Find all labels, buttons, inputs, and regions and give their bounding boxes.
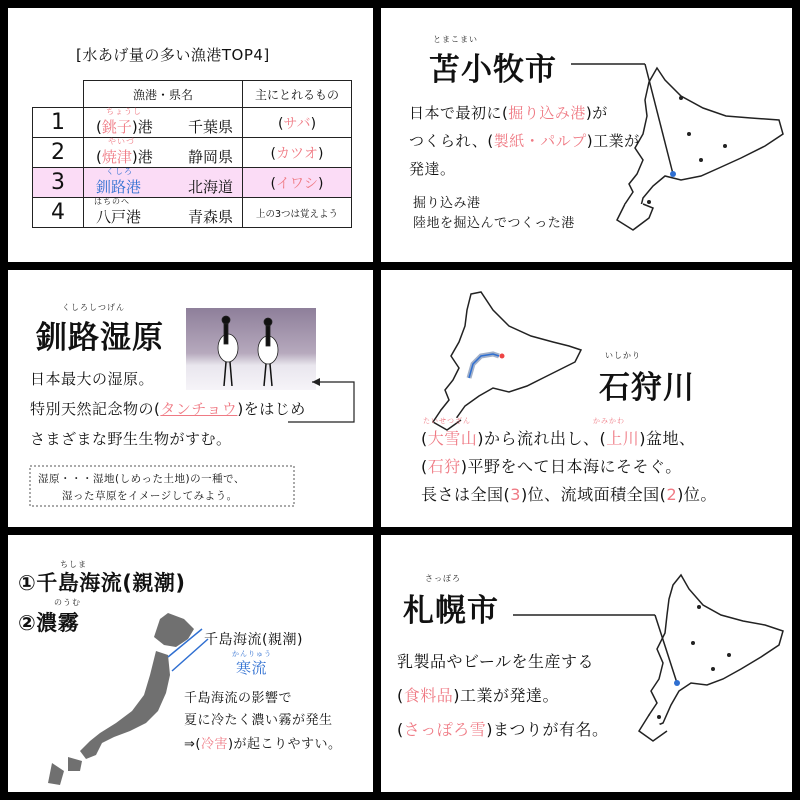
port-name: (銚子)港: [96, 118, 153, 136]
text-line-2: 特別天然記念物の(タンチョウ)をはじめ: [30, 400, 306, 418]
title-ruby: とまこまい: [433, 35, 478, 44]
text-line-3: (さっぽろ雪)まつりが有名。: [397, 720, 609, 739]
text-line-2: (石狩)平野をへて日本海にそそぐ。: [421, 457, 682, 476]
cold-current-ruby: かんりゅう: [232, 650, 272, 658]
note-line-2: 湿った草原をイメージしてみよう。: [62, 490, 238, 502]
marsh-title: 釧路湿原: [36, 320, 164, 356]
table-row: [33, 198, 352, 228]
title-ruby: いしかり: [605, 351, 641, 360]
text-line-1: 乳製品やビールを生産する: [397, 652, 595, 671]
port-cell: [84, 168, 243, 198]
table-title: [水あげ量の多い漁港TOP4]: [76, 46, 270, 64]
fish-cell: (イワシ): [243, 168, 352, 198]
text-line-3: さまざまな野生生物がすむ。: [30, 430, 232, 448]
text-line-2: (食料品)工業が発達。: [397, 686, 560, 705]
current-label: 千島海流(親潮): [204, 632, 303, 648]
card-ishikari-river: [381, 270, 792, 527]
prefecture: 静岡県: [188, 148, 234, 166]
table-row: [33, 108, 352, 138]
port-name: 釧路港: [96, 178, 142, 196]
text-line-3: ⇒(冷害)が起こりやすい。: [184, 737, 342, 752]
note-line-1: 掘り込み港: [413, 196, 481, 211]
header-port: 漁港・県名: [84, 81, 243, 108]
title-line-2: ②濃霧: [18, 611, 80, 635]
port-cell: [84, 138, 243, 168]
city-title: 苫小牧市: [429, 52, 557, 88]
city-title: 札幌市: [403, 593, 499, 629]
title-ruby-2: のうむ: [54, 598, 81, 607]
fish-note: 上の3つは覚えよう: [243, 198, 352, 228]
table-row: [33, 138, 352, 168]
port-ruby: くしろ: [106, 167, 133, 176]
fish-cell: (サバ): [243, 108, 352, 138]
cold-current-label: 寒流: [236, 659, 268, 677]
ruby-taisetsuzan: たいせつざん: [423, 417, 471, 425]
port-cell: [84, 198, 243, 228]
ruby-kamikawa: かみかわ: [593, 417, 625, 425]
river-title: 石狩川: [599, 370, 695, 406]
port-ruby: ちょうし: [106, 107, 142, 116]
header-fish: 主にとれるもの: [243, 81, 352, 108]
rank-cell: 1: [33, 108, 84, 138]
text-line-3: 発達。: [409, 160, 456, 178]
card-tomakomai: [381, 8, 792, 262]
port-ruby: はちのへ: [94, 197, 130, 206]
note-line-1: 湿原・・・湿地(しめった土地)の一種で、: [38, 473, 245, 485]
card-fishing-ports: [8, 8, 373, 262]
prefecture: 青森県: [188, 208, 234, 226]
rank-cell: 4: [33, 198, 84, 228]
rank-cell: 3: [33, 168, 84, 198]
port-cell: [84, 108, 243, 138]
title-ruby-1: ちしま: [60, 560, 87, 569]
table-header-row: [33, 81, 352, 108]
text-line-1: 日本最大の湿原。: [30, 370, 155, 388]
prefecture: 北海道: [188, 178, 234, 196]
fish-cell: (カツオ): [243, 138, 352, 168]
text-line-1: (大雪山)から流れ出し、(上川)盆地、: [421, 429, 696, 448]
header-empty-cell: [33, 81, 84, 108]
title-ruby: さっぽろ: [425, 574, 461, 583]
text-line-1: 千島海流の影響で: [184, 691, 293, 706]
rank-cell: 2: [33, 138, 84, 168]
text-line-1: 日本で最初に(掘り込み港)が: [409, 104, 608, 122]
port-name: (焼津)港: [96, 148, 153, 166]
port-name: 八戸港: [96, 208, 142, 226]
text-line-2: 夏に冷たく濃い霧が発生: [184, 713, 333, 728]
title-line-1: ①千島海流(親潮): [18, 571, 186, 595]
title-ruby: くしろしつげん: [62, 303, 125, 312]
text-line-3: 長さは全国(3)位、流域面積全国(2)位。: [421, 485, 717, 504]
note-line-2: 陸地を掘込んでつくった港: [413, 216, 575, 231]
card-sapporo: [381, 535, 792, 792]
text-line-2: つくられ、(製紙・パルプ)工業が: [409, 132, 640, 150]
card-chishima-current: [8, 535, 373, 792]
fishing-port-table: [32, 80, 352, 228]
table-row-highlighted: [33, 168, 352, 198]
card-kushiro-marsh: [8, 270, 373, 527]
prefecture: 千葉県: [188, 118, 234, 136]
port-ruby: やいづ: [108, 137, 135, 146]
